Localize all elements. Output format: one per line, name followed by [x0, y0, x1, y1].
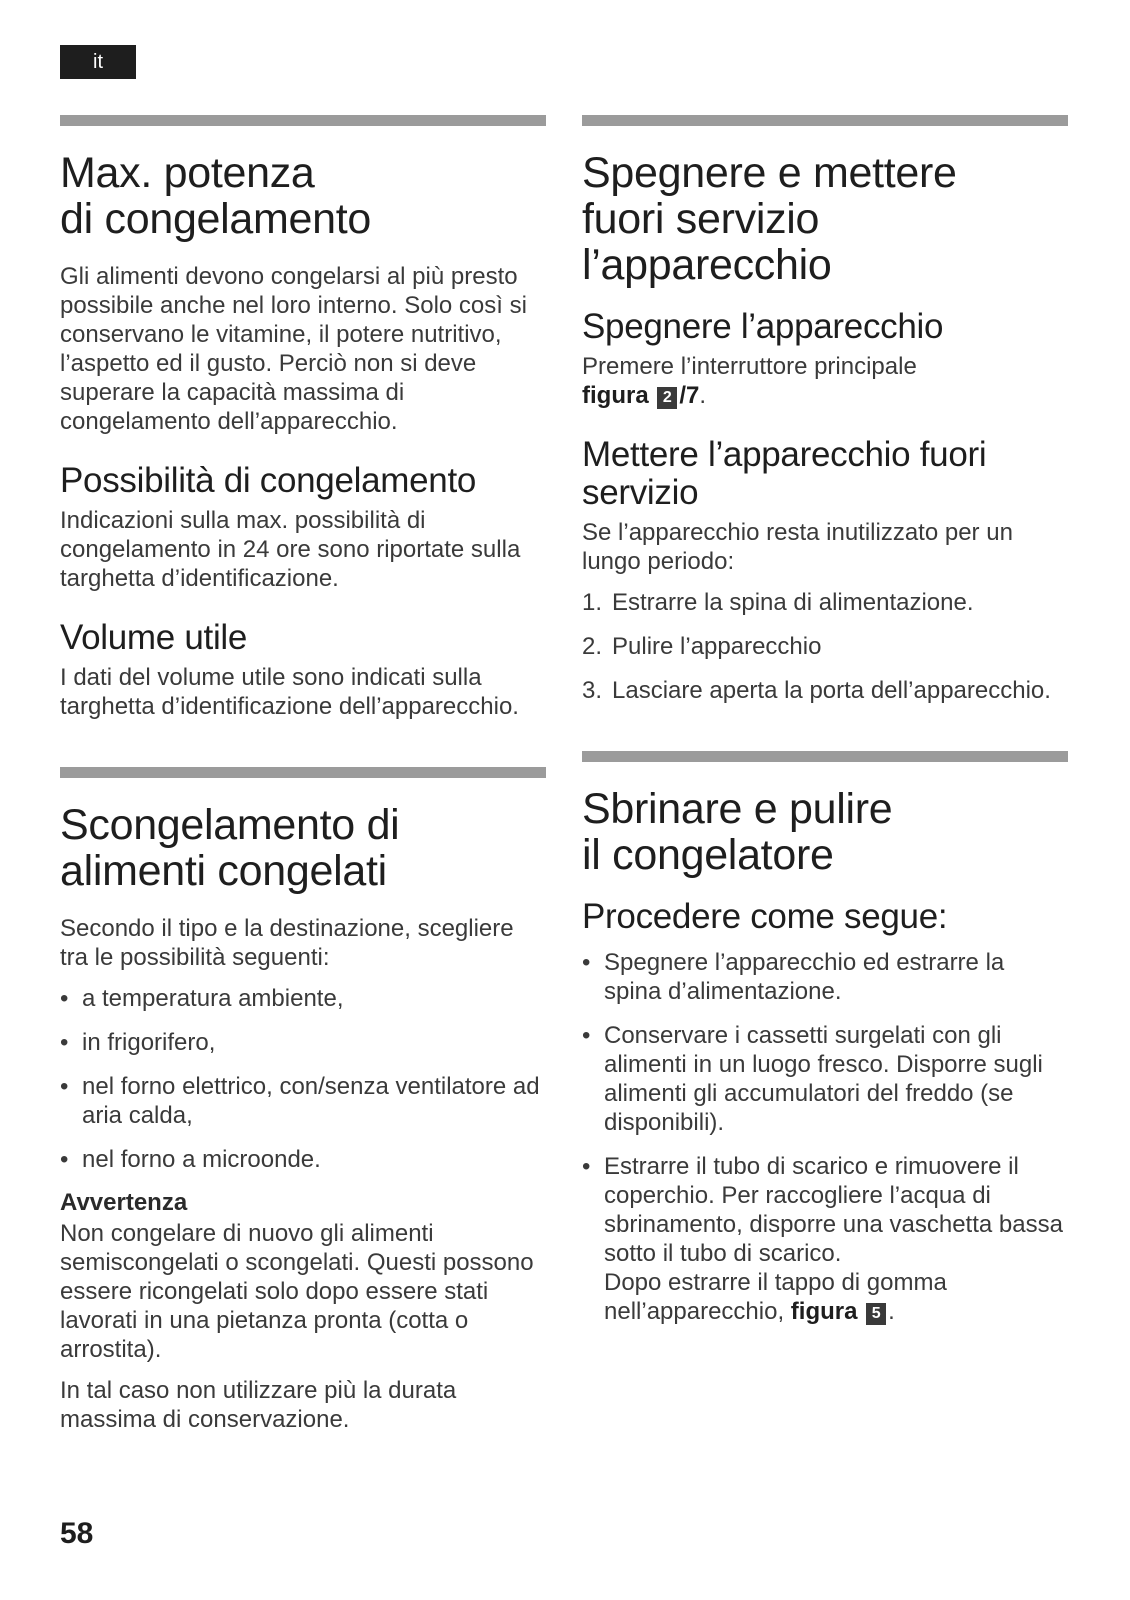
- list-item: • a temperatura ambiente,: [60, 985, 344, 1012]
- list-item: • in frigorifero,: [60, 1029, 216, 1056]
- subtitle-usable-volume: Volume utile: [60, 618, 248, 657]
- list-item: 1. Estrarre la spina di alimentazione.: [582, 589, 974, 616]
- subtitle-procedure: Procedere come segue:: [582, 897, 948, 936]
- subtitle-switch-off: Spegnere l’apparecchio: [582, 307, 944, 346]
- defrost-steps-list: [582, 948, 1068, 1326]
- list-item: 3. Lasciare aperta la porta dell’apparecchio.: [582, 677, 1051, 704]
- thawing-intro: Secondo il tipo e la destinazione, scegliere tra le possibilità seguenti:: [60, 915, 514, 971]
- out-of-service-steps: [582, 588, 1068, 705]
- section-title-max-freezing: Max. potenza di congelamento: [60, 149, 372, 243]
- usable-volume-body: I dati del volume utile sono indicati sulla targhetta d’identificazione dell’apparecchio.: [60, 664, 519, 720]
- section-title-switch-off: Spegnere e mettere fuori servizio l’apparecchio: [582, 149, 957, 289]
- section-divider: [582, 751, 1068, 762]
- warning-body: Non congelare di nuovo gli alimenti semiscongelati o scongelati. Questi possono essere ricongelati solo dopo essere stati lavorati in una pietanza pronta (cotta o arrostita).: [60, 1220, 534, 1363]
- out-of-service-intro: Se l’apparecchio resta inutilizzato per un lungo periodo:: [582, 519, 1013, 575]
- list-item: • nel forno a microonde.: [60, 1146, 321, 1173]
- figure-number-box: 5: [866, 1303, 886, 1325]
- subtitle-out-of-service: Mettere l’apparecchio fuori servizio: [582, 435, 987, 512]
- figure-number-box: 2: [657, 387, 677, 409]
- left-column: [60, 115, 546, 1434]
- section-title-defrost: Sbrinare e pulire il congelatore: [582, 785, 893, 879]
- section-divider: [60, 767, 546, 778]
- list-item: • Spegnere l’apparecchio ed estrarre la spina d’alimentazione.: [582, 949, 1005, 1005]
- list-item: • Estrarre il tubo di scarico e rimuovere il coperchio. Per raccogliere l’acqua di sbrinamento, disporre una vaschetta bassa sotto il tubo di scarico. Dopo estrarre il tappo di gomma nell’apparecchio, figura 5 .: [582, 1153, 1063, 1325]
- thawing-options-list: [60, 984, 546, 1174]
- figure-reference: figura 2 /7: [582, 382, 700, 409]
- list-item: • Conservare i cassetti surgelati con gli alimenti in un luogo fresco. Disporre sugli alimenti gli accumulatori del freddo (se disponibili).: [582, 1022, 1043, 1136]
- language-tag: it: [60, 45, 136, 79]
- switch-off-body: Premere l’interruttore principale figura 2 /7.: [582, 353, 917, 409]
- list-item: • nel forno elettrico, con/senza ventilatore ad aria calda,: [60, 1073, 540, 1129]
- figure-reference: figura 5: [791, 1298, 888, 1325]
- right-column: [582, 115, 1068, 1341]
- max-freezing-body: Gli alimenti devono congelarsi al più presto possibile anche nel loro interno. Solo così si conservano le vitamine, il potere nutritivo, l’aspetto ed il gusto. Perciò non si deve superare la capacità massima di congelamento dell’apparecchio.: [60, 263, 527, 435]
- freezing-capacity-body: Indicazioni sulla max. possibilità di congelamento in 24 ore sono riportate sulla targhetta d’identificazione.: [60, 507, 521, 592]
- page-number: 58: [60, 1517, 94, 1550]
- subtitle-freezing-capacity: Possibilità di congelamento: [60, 461, 477, 500]
- section-title-thawing: Scongelamento di alimenti congelati: [60, 801, 400, 895]
- list-item: 2. Pulire l’apparecchio: [582, 633, 822, 660]
- section-divider: [60, 115, 546, 126]
- closing-note: In tal caso non utilizzare più la durata massima di conservazione.: [60, 1377, 457, 1433]
- section-divider: [582, 115, 1068, 126]
- warning-title: Avvertenza: [60, 1189, 188, 1216]
